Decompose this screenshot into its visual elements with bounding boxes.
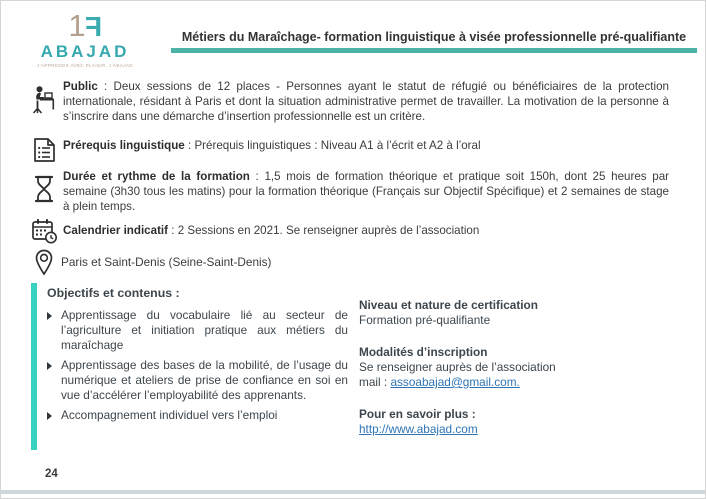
mail-link[interactable]: assoabajad@gmail.com. bbox=[390, 375, 520, 389]
location-pin-icon bbox=[35, 249, 53, 276]
abajad-logo bbox=[29, 5, 141, 68]
section-public-separator: : bbox=[97, 80, 114, 93]
section-calendrier-label: Calendrier indicatif bbox=[63, 224, 169, 237]
calendar-clock-icon bbox=[31, 218, 58, 245]
logo-mark-f: F bbox=[84, 11, 102, 42]
section-prerequis-text: Prérequis linguistiques : Niveau A1 à l’écrit et A2 à l’oral bbox=[194, 139, 481, 152]
page-number: 24 bbox=[45, 468, 58, 480]
certification-group bbox=[359, 298, 671, 328]
section-duree bbox=[63, 170, 669, 214]
inscription-line: Se renseigner auprès de l’association bbox=[359, 360, 556, 374]
inscription-group bbox=[359, 345, 671, 390]
section-prerequis-label: Prérequis linguistique bbox=[63, 139, 185, 152]
section-lieu-text: Paris et Saint-Denis (Seine-Saint-Denis) bbox=[61, 255, 272, 269]
checklist-document-icon bbox=[33, 137, 56, 163]
details-column bbox=[359, 298, 671, 454]
objectives-heading: Objectifs et contenus : bbox=[47, 286, 180, 300]
hourglass-icon bbox=[34, 175, 54, 203]
objectives-item-text: Accompagnement individuel vers l’emploi bbox=[61, 408, 278, 422]
section-public-label: Public bbox=[63, 80, 98, 93]
bullet-triangle-icon bbox=[47, 358, 61, 403]
objectives-item bbox=[47, 408, 348, 423]
inscription-mail-line bbox=[359, 375, 671, 390]
objectives-item bbox=[47, 308, 348, 353]
inscription-heading: Modalités d’inscription bbox=[359, 345, 488, 359]
person-at-desk-icon bbox=[31, 85, 58, 114]
section-prerequis bbox=[63, 139, 669, 154]
section-calendrier bbox=[63, 224, 669, 239]
mail-label: mail : bbox=[359, 375, 391, 389]
more-info-group bbox=[359, 407, 671, 437]
objectives-item bbox=[47, 358, 348, 403]
bullet-triangle-icon bbox=[47, 408, 61, 423]
footer-accent-bar bbox=[1, 490, 705, 494]
bullet-triangle-icon bbox=[47, 308, 61, 353]
section-prerequis-separator: : bbox=[184, 139, 195, 152]
page-title: Métiers du Maraîchage- formation linguistique à visée professionnelle pré-qualifiante bbox=[181, 30, 687, 44]
logo-name: ABAJAD bbox=[40, 42, 130, 61]
section-public-text: Deux sessions de 12 places - Personnes ayant le statut de réfugié ou bénéficiaires de la protection internationale, résidant à Paris et dont la situation administrative permet de travailler. La motivation de la personne à s’inscrire dans une démarche d’insertion professionnelle est un critère. bbox=[63, 80, 669, 123]
objectives-accent-bar bbox=[31, 283, 37, 450]
more-info-heading: Pour en savoir plus : bbox=[359, 407, 476, 421]
logo-tagline: J’APPRENDS AVEC PLAISIR, J’ABAJAD bbox=[37, 63, 133, 68]
section-duree-label: Durée et rythme de la formation bbox=[63, 170, 250, 183]
section-calendrier-separator: : bbox=[168, 224, 178, 237]
abajad-logo-mark-icon bbox=[29, 5, 141, 41]
website-link[interactable]: http://www.abajad.com bbox=[359, 422, 478, 436]
section-calendrier-text: 2 Sessions en 2021. Se renseigner auprès de l’association bbox=[177, 224, 480, 237]
title-underline-bar bbox=[171, 48, 697, 53]
certification-value: Formation pré-qualifiante bbox=[359, 313, 491, 327]
objectives-item-text: Apprentissage du vocabulaire lié au secteur de l’agriculture et initiation pratique aux métiers du maraîchage bbox=[61, 308, 348, 352]
section-lieu bbox=[61, 255, 667, 270]
certification-heading: Niveau et nature de certification bbox=[359, 298, 538, 312]
objectives-item-text: Apprentissage des bases de la mobilité, de l’usage du numérique et ateliers de prise de confiance en soi en vue d’accélérer l’employabilité des apprenants. bbox=[61, 358, 348, 402]
section-duree-text: 1,5 mois de formation théorique et pratique soit 150h, dont 25 heures par semaine (3h30 tous les matins) pour la formation théorique (Français sur Objectif Spécifique) et 2 semaines de stage à plein temps. bbox=[63, 170, 670, 213]
section-public bbox=[63, 80, 669, 124]
section-duree-separator: : bbox=[249, 170, 265, 183]
logo-mark-one: 1 bbox=[68, 8, 84, 43]
objectives-list bbox=[47, 308, 348, 428]
